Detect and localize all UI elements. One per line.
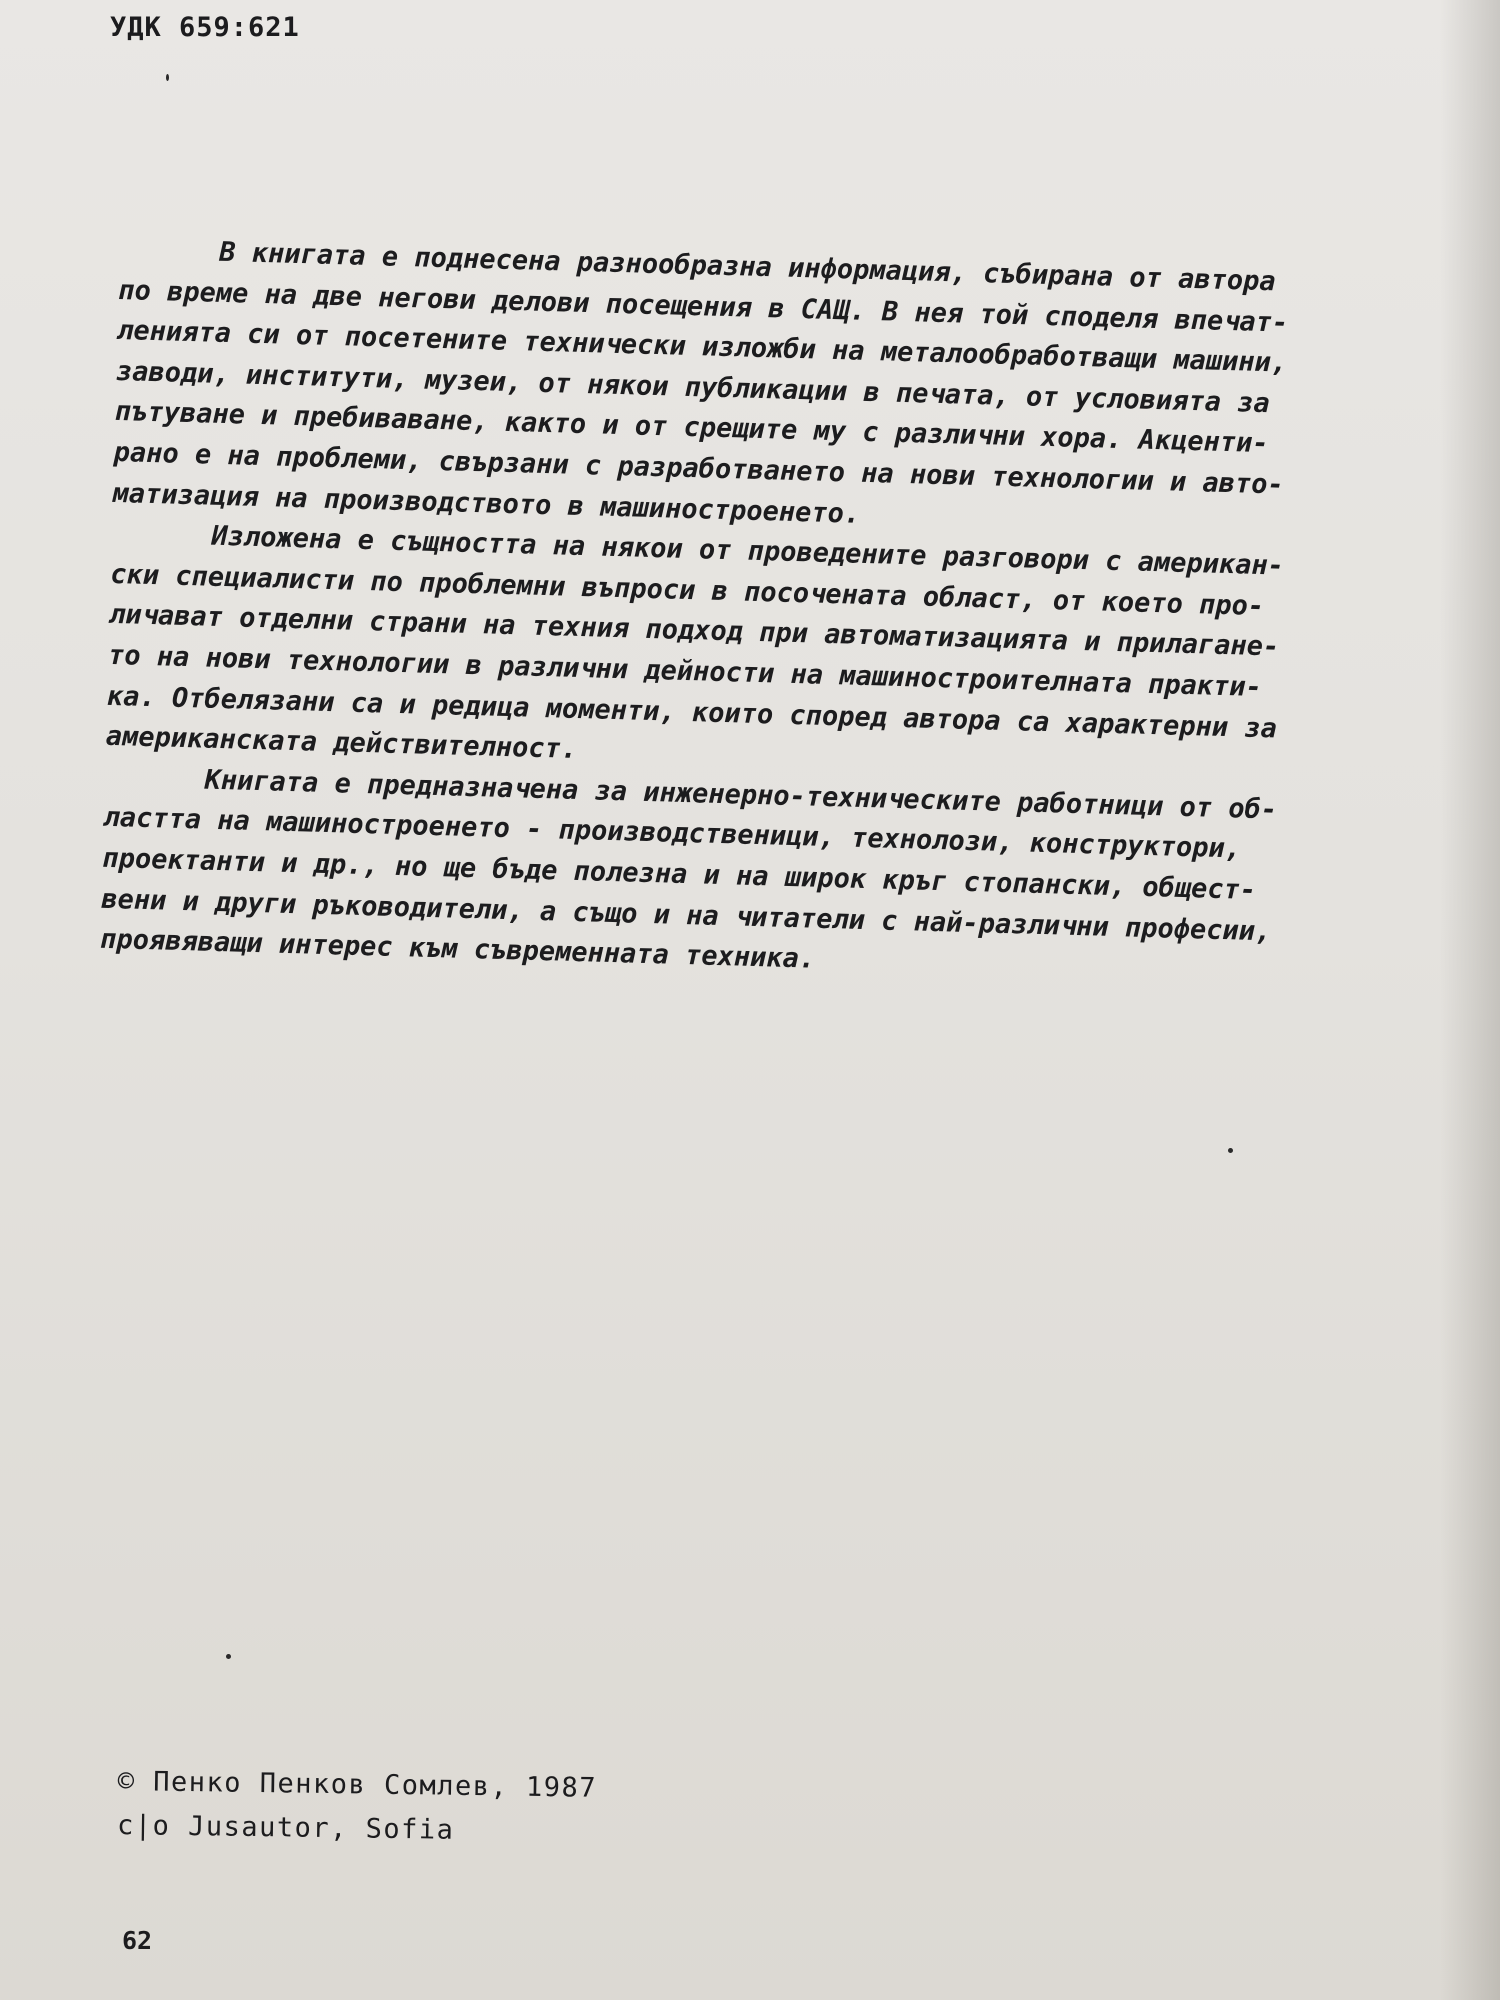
udk-classification: УДК 659:621 bbox=[110, 12, 300, 43]
ink-speck bbox=[166, 74, 169, 81]
annotation-text bbox=[100, 230, 1480, 998]
annotation-paragraph-3: Книгата е предназначена за инженерно-техническите работници от об- ластта на машиностроенето - производственици, технолози, конструктори, проектанти и др., но ще бъде полезна и на широк кръг стопански, общест- вени и други ръководители, а също и на читатели с най-различни професии, проявяващи интерес към съвременната техника. bbox=[99, 764, 1278, 975]
copyright-notice bbox=[117, 1760, 598, 1855]
annotation-paragraph-2: Изложена е същността на някои от проведените разговори с американ- ски специалисти по проблемни въпроси в посочената област, от което про- личават отделни страни на техния подход при автоматизацията и прилагане- то на нови технологии в различни дейности на машиностроителната практи- ка. Отбелязани са и редица моменти, които според автора са характерни за американската действителност. bbox=[105, 520, 1285, 766]
copyright-agency: c|o Jusautor, Sofia bbox=[116, 1809, 455, 1846]
ink-speck bbox=[226, 1654, 231, 1659]
ink-speck bbox=[1228, 1148, 1233, 1153]
annotation-paragraph-1: В книгата е поднесена разнообразна информация, събирана от автора по време на две негови делови посещения в САЩ. В нея той споделя впечат- ленията си от посетените технически изложби на металообработващи машини, заводи, институти, музеи, от някои публикации в печата, от условията за пътуване и пребиваване, както и от срещите му с различни хора. Акценти- рано е на проблеми, свързани с разработването на нови технологии и авто- матизация на производството в машиностроенето. bbox=[112, 236, 1289, 530]
page-number: 62 bbox=[122, 1926, 153, 1955]
copyright-holder: © Пенко Пенков Сомлев, 1987 bbox=[117, 1765, 598, 1804]
